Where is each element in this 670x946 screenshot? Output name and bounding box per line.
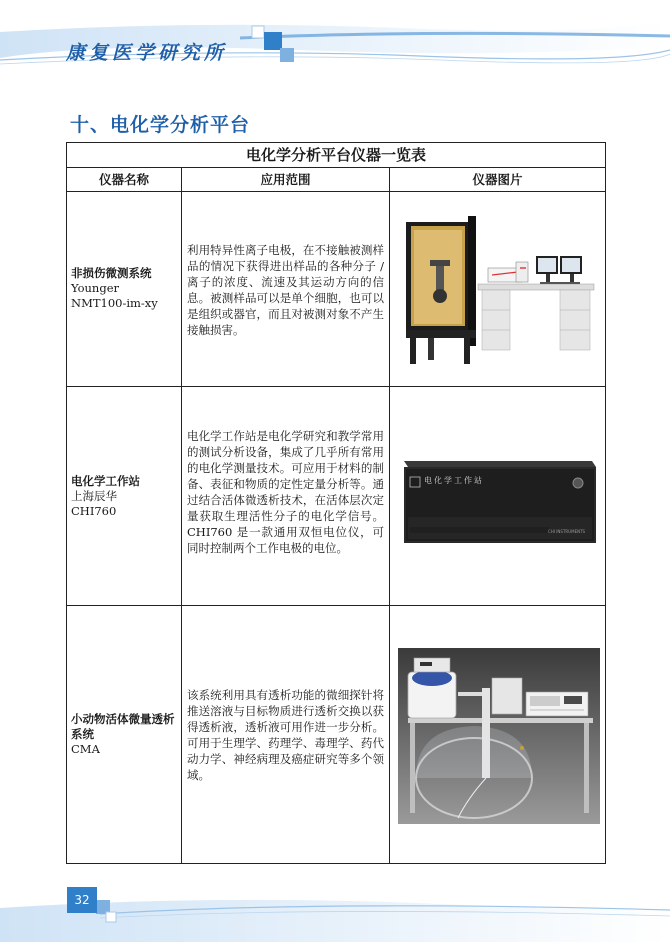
table-row — [67, 192, 605, 387]
device-label: 电化学工作站 — [424, 476, 484, 485]
instrument-description: 该系统利用具有透析功能的微细探针将推送溶液与目标物质进行透析交换以获得透析液，透析液可用作进一步分析。可用于生理学、药理学、毒理学、药代动力学、神经病理及癌症研究等多个领域。 — [187, 688, 384, 782]
section-title: 十、电化学分析平台 — [70, 114, 251, 136]
column-header-name: 仪器名称 — [67, 168, 181, 192]
nmt-system-photo — [400, 212, 596, 367]
instrument-name: 非损伤微测系统 Younger NMT100-im-xy — [71, 266, 158, 310]
brand-name: 康复医学研究所 — [66, 42, 228, 64]
device-brand: CHI INSTRUMENTS — [548, 529, 586, 534]
instrument-name: 电化学工作站 上海辰华 CHI760 — [71, 474, 140, 518]
table-title: 电化学分析平台仪器一览表 — [67, 143, 605, 168]
page-footer — [0, 870, 670, 942]
instrument-name: 小动物活体微量透析系统 CMA — [71, 712, 175, 756]
instrument-description: 电化学工作站是电化学研究和教学常用的测试分析设备，集成了几乎所有常用的电化学测量技术。可应用于材料的制备、表征和物质的定性定量分析等。通过结合活体微透析技术，在活体层次定量获取生理活性分子的电化学信号。CHI760 是一款通用双恒电位仪，可同时控制两个工作电极的电位。 — [187, 429, 384, 555]
page-number: 32 — [67, 887, 97, 913]
footer-wave-decoration — [0, 870, 670, 942]
column-header-image: 仪器图片 — [389, 168, 605, 192]
electrochemical-workstation-photo — [400, 447, 596, 547]
column-header-scope: 应用范围 — [181, 168, 389, 192]
microdialysis-system-photo — [398, 648, 600, 824]
table-row — [67, 606, 605, 863]
instrument-description: 利用特异性离子电极，在不接触被测样品的情况下获得进出样品的各种分子 / 离子的浓度、流速及其运动方向的信息。被测样品可以是单个细胞，也可以是组织或器官，而且对被测对象不产生接触损害。 — [187, 243, 384, 337]
page-header — [0, 0, 670, 80]
instrument-table — [66, 142, 606, 864]
table-row — [67, 387, 605, 606]
